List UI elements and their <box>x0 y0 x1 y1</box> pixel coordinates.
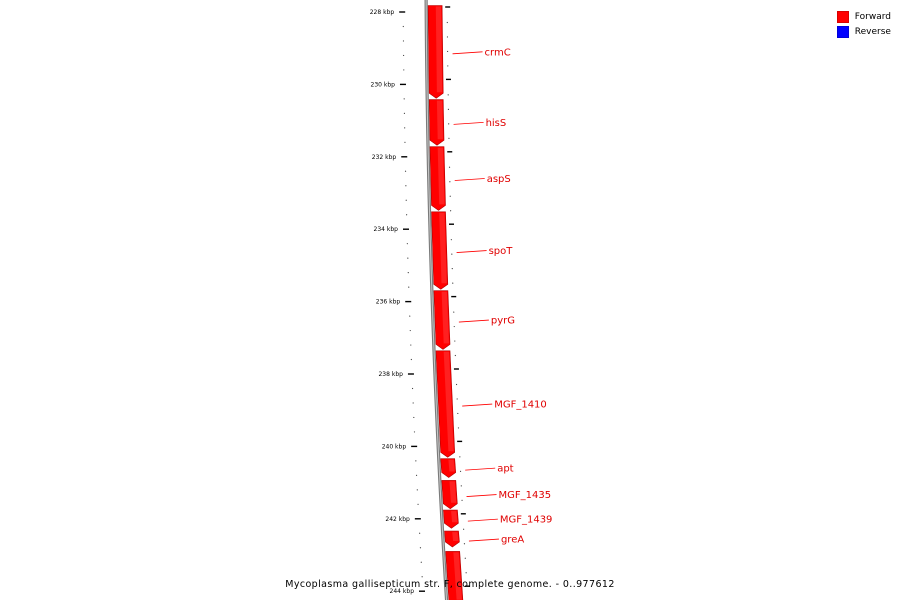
minor-tick-right <box>447 22 448 23</box>
tick-label: 244 kbp <box>389 588 415 596</box>
gene-label[interactable]: apt <box>497 463 514 475</box>
minor-tick-right <box>448 123 449 124</box>
minor-tick-right <box>457 398 458 399</box>
minor-tick-right <box>456 384 457 385</box>
tick-label: 230 kbp <box>370 81 395 89</box>
minor-tick-right <box>461 485 462 486</box>
minor-tick-right <box>464 543 465 544</box>
minor-tick-right <box>465 558 466 559</box>
minor-tick-right <box>451 254 452 255</box>
gene-label-leader <box>462 404 492 406</box>
gene-label[interactable]: spoT <box>488 246 513 258</box>
minor-tick-right <box>448 109 449 110</box>
minor-tick-left <box>410 330 411 331</box>
minor-tick-left <box>416 475 417 476</box>
legend-label-forward: Forward <box>854 11 891 22</box>
minor-tick-right <box>466 572 467 573</box>
gene-label[interactable]: aspS <box>486 174 511 186</box>
minor-tick-left <box>411 359 412 360</box>
minor-tick-left <box>403 40 404 41</box>
gene-arrow-shade <box>436 7 442 93</box>
gene-label-leader <box>454 122 484 124</box>
tick-label: 232 kbp <box>371 153 397 161</box>
gene-label-leader <box>457 251 487 253</box>
minor-tick-left <box>417 489 418 490</box>
minor-tick-right <box>454 340 455 341</box>
minor-tick-left <box>413 402 414 403</box>
minor-tick-left <box>406 200 407 201</box>
gene-label[interactable]: greA <box>500 534 525 546</box>
gene-arrow-shade <box>437 101 443 140</box>
minor-tick-left <box>408 272 409 273</box>
minor-tick-right <box>447 36 448 37</box>
gene-label-leader <box>455 179 485 181</box>
gene-label[interactable]: hisS <box>485 117 507 129</box>
gene-label[interactable]: pyrG <box>490 315 516 327</box>
minor-tick-left <box>407 258 408 259</box>
minor-tick-left <box>404 142 405 143</box>
gene-label[interactable]: crmC <box>484 47 511 59</box>
legend-label-reverse: Reverse <box>854 26 891 37</box>
minor-tick-left <box>421 562 422 563</box>
tick-label: 234 kbp <box>373 226 398 234</box>
gene-label-leader <box>459 320 489 322</box>
legend-item-reverse <box>837 24 891 39</box>
tick-label: 228 kbp <box>369 9 395 16</box>
strand-legend <box>837 9 891 39</box>
minor-tick-left <box>403 69 404 70</box>
gene-arrow-shade <box>448 460 454 472</box>
gene-label-leader <box>468 519 498 521</box>
minor-tick-left <box>407 243 408 244</box>
minor-tick-left <box>406 214 407 215</box>
minor-tick-left <box>404 113 405 114</box>
minor-tick-right <box>451 239 452 240</box>
minor-tick-left <box>405 171 406 172</box>
gene-label-leader <box>465 468 495 470</box>
minor-tick-right <box>460 471 461 472</box>
minor-tick-right <box>457 413 458 414</box>
minor-tick-right <box>458 427 459 428</box>
minor-tick-right <box>447 51 448 52</box>
legend-swatch-reverse <box>837 26 849 38</box>
legend-swatch-forward <box>837 11 849 23</box>
minor-tick-right <box>459 456 460 457</box>
minor-tick-right <box>448 138 449 139</box>
minor-tick-right <box>447 65 448 66</box>
minor-tick-right <box>461 500 462 501</box>
minor-tick-left <box>412 388 413 389</box>
minor-tick-right <box>452 268 453 269</box>
gene-label[interactable]: MGF_1435 <box>498 490 552 502</box>
minor-tick-right <box>450 196 451 197</box>
minor-tick-left <box>403 26 404 27</box>
minor-tick-right <box>449 181 450 182</box>
gene-arrow-shade <box>451 511 457 522</box>
label-layer <box>453 47 553 545</box>
minor-tick-left <box>422 576 423 577</box>
minor-tick-left <box>410 344 411 345</box>
gene-label[interactable]: MGF_1439 <box>499 514 553 526</box>
minor-tick-left <box>405 185 406 186</box>
gene-label-leader <box>453 52 483 54</box>
tick-label: 240 kbp <box>381 443 407 451</box>
tick-label: 236 kbp <box>375 298 401 306</box>
genome-caption: Mycoplasma gallisepticum str. F, complete genome. - 0..977612 <box>285 579 615 590</box>
minor-tick-left <box>414 431 415 432</box>
tick-label: 242 kbp <box>385 515 410 523</box>
minor-tick-right <box>454 326 455 327</box>
minor-tick-left <box>404 127 405 128</box>
minor-tick-right <box>449 167 450 168</box>
minor-tick-left <box>409 315 410 316</box>
minor-tick-left <box>415 460 416 461</box>
minor-tick-right <box>455 355 456 356</box>
minor-tick-right <box>452 283 453 284</box>
gene-arrow-shade <box>452 532 458 541</box>
minor-tick-left <box>413 417 414 418</box>
minor-tick-left <box>417 504 418 505</box>
minor-tick-left <box>408 287 409 288</box>
minor-tick-right <box>463 529 464 530</box>
minor-tick-left <box>403 55 404 56</box>
gene-label[interactable]: MGF_1410 <box>494 399 547 411</box>
minor-tick-right <box>453 311 454 312</box>
minor-tick-left <box>420 547 421 548</box>
legend-item-forward <box>837 9 891 24</box>
minor-tick-left <box>404 98 405 99</box>
minor-tick-right <box>448 94 449 95</box>
minor-tick-left <box>419 533 420 534</box>
tick-label: 238 kbp <box>378 371 403 378</box>
gene-label-leader <box>469 539 499 541</box>
gene-label-leader <box>467 495 497 497</box>
minor-tick-right <box>450 210 451 211</box>
